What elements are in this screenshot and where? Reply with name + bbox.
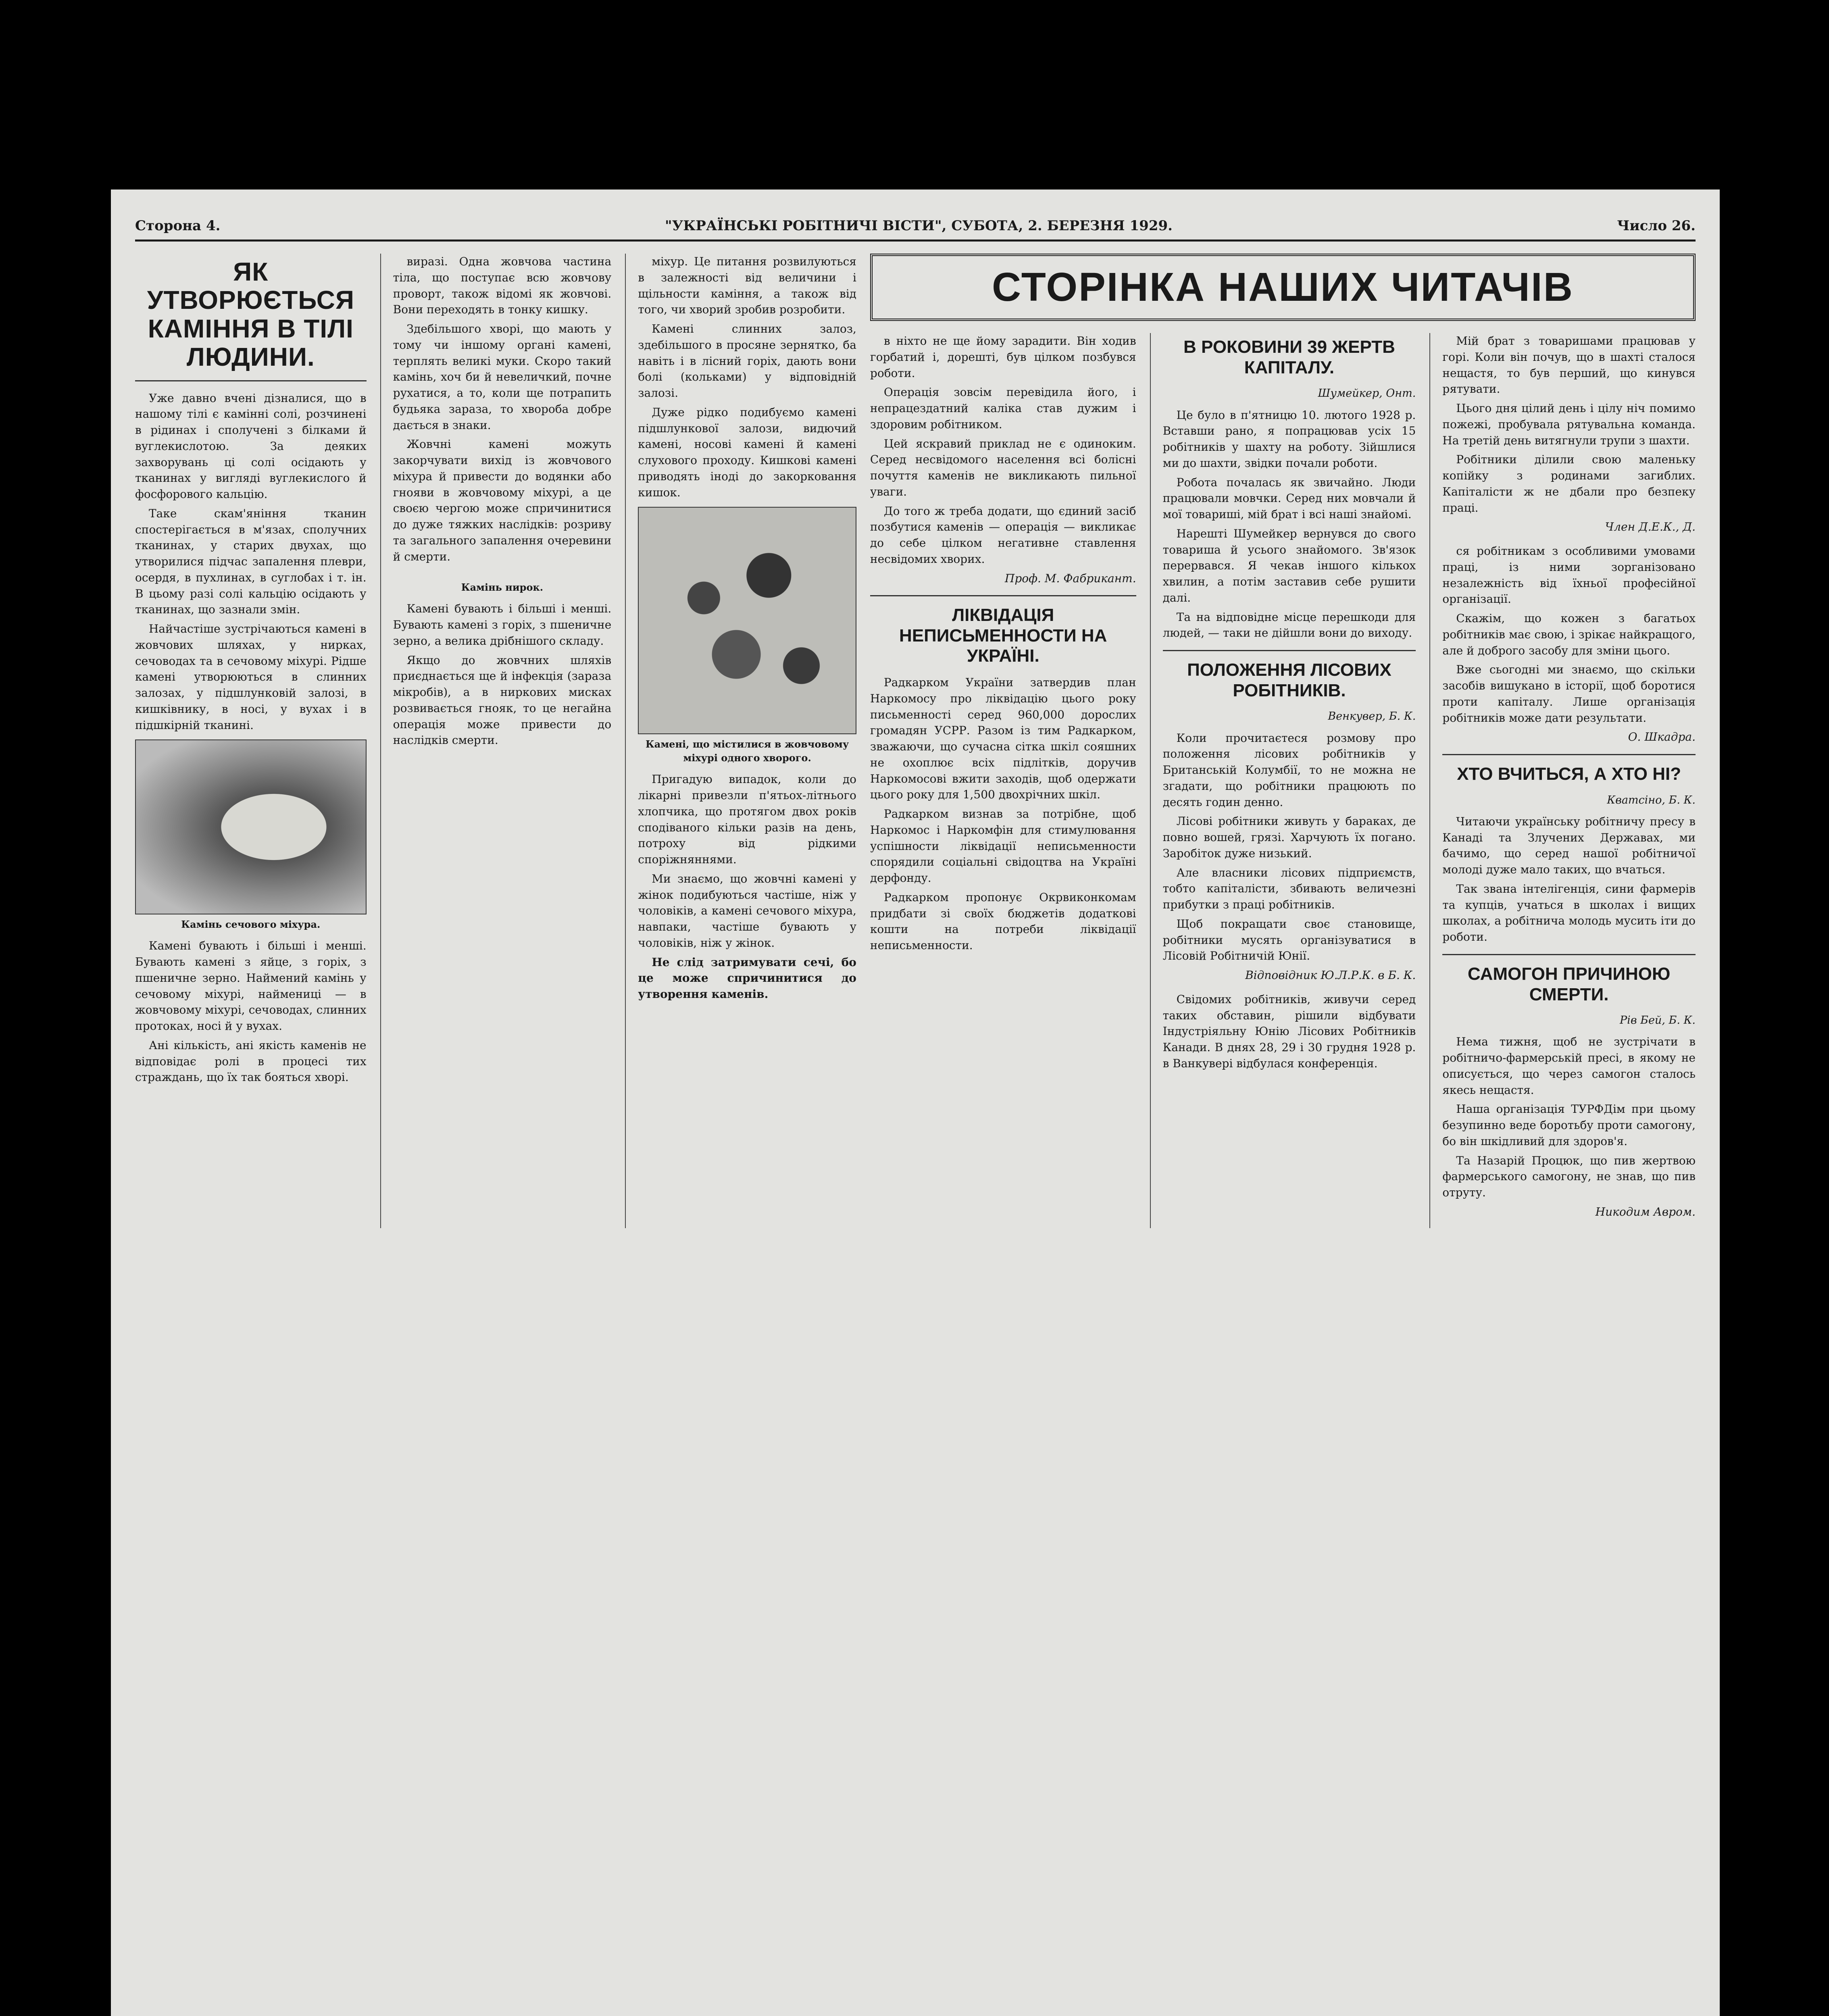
byline: Шумейкер, Онт. [1318, 387, 1416, 400]
paragraph: Вже сьогодні ми знаємо, що скільки засобів вишукано в історії, щоб боротися проти капіталу. Лише організація робітників може дати результати. [1442, 663, 1696, 725]
caption-gallstones: Камені, що містилися в жовчовому міхурі одного хворого. [645, 738, 849, 764]
caption-bladder: Камінь сечового міхура. [181, 918, 321, 931]
paragraph: Лісові робітники живуть у бараках, де повно вошей, грязі. Харчують їх погано. Заробіток дуже низький. [1162, 814, 1416, 860]
paragraph: в ніхто не ще йому зарадити. Він ходив горбатий і, дорешті, був цілком позбувся роботи. [870, 334, 1136, 380]
paragraph: Читаючи українську робітничу пресу в Канаді та Злучених Державах, ми бачимо, що серед нашої робітничої молоді дуже мало таких, що вчаться. [1442, 814, 1696, 877]
paragraph: Щоб покращати своє становище, робітники мусять організуватися в Лісовій Робітничій Юнії. [1162, 917, 1416, 963]
paragraph: Свідомих робітників, живучи серед таких обставин, рішили відбувати Індустріяльну Юнію Лісових Робітників Канади. В днях 28, 29 і 30 грудня 1928 р. в Ванкувері відбулася конференція. [1162, 992, 1416, 1070]
newspaper-title: "УКРАЇНСЬКІ РОБІТНИЧІ ВІСТИ", СУБОТА, 2. БЕРЕЗНЯ 1929. [665, 218, 1173, 234]
divider [1442, 954, 1696, 955]
paragraph: Коли прочитаєтеся розмову про положення лісових робітників у Британській Колумбії, то не можна не згадати, що робітники працюють по десять годин денно. [1162, 731, 1416, 809]
photo-captions [135, 918, 367, 931]
paragraph: Цього дня цілий день і цілу ніч помимо пожежі, пробувала рятувальна команда. На третій день витягнули трупи з шахти. [1442, 402, 1696, 447]
paragraph: Операція зовсім перевідила його, і непрацездатний каліка став дужим і здоровим робітником. [870, 385, 1136, 431]
column-1 [135, 254, 367, 1228]
paragraph: Радкарком визнав за потрібне, щоб Наркомос і Наркомфін для стимулювання успішности ліквідації неписьменности спорядили соціальні свідоцтва на Україні дерфонду. [870, 807, 1136, 885]
divider [135, 380, 367, 381]
issue-number: Число 26. [1617, 218, 1696, 234]
paragraph: виразі. Одна жовчова частина тіла, що поступає всю жовчову проворт, також відомі як жовчові. Вони переходять в тонку кишку. [393, 255, 612, 317]
paragraph: Уже давно вчені дізналися, що в нашому тілі є камінні солі, розчинені в рідинах і сполучені з білками й вуглекислотою. За деяких захворувань ці солі осідають у тканинах у вигляді вуглекислого й фосфорового кальцію. [135, 391, 367, 501]
paragraph: Цей яскравий приклад не є одиноким. Серед несвідомого населення всі болісні почуття каменів не викликають пильної уваги. [870, 437, 1136, 498]
paragraph: Нема тижня, щоб не зустрічати в робітничо-фармерській пресі, в якому не описується, що через самогон сталось якесь нещастя. [1442, 1035, 1696, 1097]
column-2 [380, 254, 612, 1228]
paragraph: Радкарком України затвердив план Наркомосу про ліквідацію цього року письменності серед 960,000 дорослих громадян УСРР. Разом із тим Радкарком, зважаючи, що сучасна сітка шкіл сояшних не охоплює всіх підлітків, доручив Наркомосові вжити заходів, щоб одержати цього року для 1,500 двохрічних шкіл. [870, 676, 1136, 802]
newspaper-page [111, 190, 1720, 2016]
divider [1163, 650, 1416, 651]
column-5 [1150, 333, 1416, 1228]
paragraph: Таке скам'яніння тканин спостерігається в м'язах, сполучних тканинах, у старих двухах, що утворилися підчас запалення плеври, осердя, в пухлинах, в суглобах і т. ін. В цьому разі солі кальцію осідають у тканинах, що зазнали змін. [135, 506, 367, 616]
byline: Кватсіно, Б. К. [1607, 793, 1696, 806]
paragraph: Камені слинних залоз, здебільшого в просяне зернятко, ба навіть і в лісний горіх, дають вони болі (кольками) у відповідній залозі. [638, 322, 856, 400]
paragraph: Камені бувають і більші і менші. Бувають камені з яйце, з горіх, з пшеничне зерно. Наймений камінь у сечовому міхурі, наймениці — в жовчовому міхурі, сечоводах, слинних протоках, носі й у вухах. [135, 939, 367, 1033]
paragraph: Камені бувають і більші і менші. Бувають камені з горіх, з пшеничне зерно, а велика дрібнішого складу. [393, 602, 612, 648]
byline: Рів Бей, Б. К. [1620, 1014, 1696, 1027]
paragraph: ся робітникам з особливими умовами праці, із ними зорганізовано незалежність від їхньої професійної організації. [1442, 544, 1696, 606]
paragraph: Це було в п'ятницю 10. лютого 1928 р. Вставши рано, я попрацював усіх 15 робітників у шахту на роботу. Зійшлися ми до шахти, звідки почали роботи. [1162, 408, 1416, 470]
signature-shkadra: О. Шкадра. [1628, 730, 1696, 744]
paragraph: Та Назарій Процюк, що пив жертвою фармерського самогону, не знав, що пив отруту. [1442, 1154, 1696, 1200]
paragraph: Пригадую випадок, коли до лікарні привезли п'ятьох-літнього хлопчика, що протягом двох років сподіваного кільки разів на день, потроху від рідкими споріжняннями. [638, 773, 856, 866]
paragraph: Так звана інтелігенція, сини фармерів та купців, учаться в школах і вищих школах, а робітнича молодь мусить іти до роботи. [1442, 882, 1696, 944]
paragraph: Якщо до жовчних шляхів приєднається ще й інфекція (зараза мікробів), а в ниркових мисках розвивається гнояк, то це негайна операція може привести до наслідків смерти. [393, 653, 612, 747]
paragraph: Ми знаємо, що жовчні камені у жінок подибуються частіше, ніж у чоловіків, а камені сечового міхура, навпаки, частіше бувають у чоловіків, ніж у жінок. [638, 872, 856, 950]
divider [870, 595, 1136, 596]
paragraph: Та на відповідне місце перешкоди для людей, — таки не дійшли вони до виходу. [1162, 610, 1416, 640]
headline-anniversary: В РОКОВИНИ 39 ЖЕРТВ КАПІТАЛУ. [1183, 337, 1395, 377]
signature-forest: Відповідник Ю.Л.Р.К. в Б. К. [1245, 968, 1416, 982]
paragraph: Скажім, що кожен з багатьох робітників має свою, і зрікає найкращого, але й доброго засобу для зміни цього. [1442, 612, 1696, 657]
photo-gallstones [638, 507, 856, 734]
paragraph: Наша організація ТУРФДім при цьому безупинно веде боротьбу проти самогону, бо він шкідливий для здоров'я. [1442, 1102, 1696, 1148]
headline-moonshine: САМОГОН ПРИЧИНОЮ СМЕРТИ. [1467, 964, 1671, 1004]
column-6 [1429, 333, 1696, 1228]
headline-who-learns: ХТО ВЧИТЬСЯ, А ХТО НІ? [1457, 764, 1681, 784]
paragraph: До того ж треба додати, що єдиний засіб позбутися каменів — операція — викликає до себе цілком негативне ставлення несвідомих хворих. [870, 504, 1136, 566]
column-4 [870, 333, 1136, 1228]
paragraph: Робітники ділили свою маленьку копійку з родинами загиблих. Капіталісти ж не дбали про безпеку праці. [1442, 453, 1696, 514]
paragraph: Мій брат з товаришами працював у горі. Коли він почув, що в шахті сталося нещастя, то був перший, що кинувся рятувати. [1442, 334, 1696, 396]
paragraph: міхур. Це питання розвилуються в залежності від величини і щільности каміння, а також від того, чи хворий зробив розробити. [638, 255, 856, 317]
caption-kidney: Камінь нирок. [461, 581, 544, 594]
columns [135, 254, 1696, 1228]
paragraph: Радкарком пропонує Окрвиконкомам придбати зі своїх бюджетів додаткові кошти на потреби ліквідації неписьменности. [870, 890, 1136, 952]
paragraph: Жовчні камені можуть закорчувати вихід із жовчового міхура й привести до водянки або гнояви в жовчовому міхурі, а це своєю чергою може спричинитися до дуже тяжких наслідків: розриву та загального запалення очеревини й смерти. [393, 437, 612, 563]
byline: Венкувер, Б. К. [1328, 710, 1416, 723]
signature-dek: Член Д.Е.К., Д. [1605, 520, 1696, 534]
paragraph: Але власники лісових підприємств, тобто капіталісти, збивають величезні прибутки з праці робітників. [1162, 866, 1416, 912]
photo-captions-2 [393, 581, 612, 594]
paragraph: Найчастіше зустрічаються камені в жовчових шляхах, у нирках, сечоводах та в сечовому міхурі. Рідше камені утворюються в слинних залозах, у підшлунковій залозі, в кишківнику, в носі, у вухах і в підшкірній тканині. [135, 622, 367, 732]
paragraph: Здебільшого хворі, що мають у тому чи іншому органі камені, терплять великі муки. Скоро такий камінь, хоч би й невеличкий, почне рухатися, а то, коли ще потрапить будьяка зараза, то хвороба добре дається в знаки. [393, 322, 612, 432]
headline-literacy: ЛІКВІДАЦІЯ НЕПИСЬМЕННОСТИ НА УКРАЇНІ. [899, 605, 1107, 666]
section-banner: СТОРІНКА НАШИХ ЧИТАЧІВ [870, 254, 1696, 321]
masthead [135, 218, 1696, 242]
signature-fabrykant: Проф. М. Фабрикант. [1004, 571, 1136, 585]
paragraph: Нарешті Шумейкер вернувся до свого товариша й усього знайомого. Зв'язок перервався. Я чекав іншого кількох хвилин, а потім заставив себе рушити далі. [1162, 527, 1416, 604]
divider [1442, 754, 1696, 755]
headline-stones: ЯК УТВОРЮЄТЬСЯ КАМІННЯ В ТІЛІ ЛЮДИНИ. [147, 257, 354, 372]
column-3 [625, 254, 856, 1228]
headline-forest: ПОЛОЖЕННЯ ЛІСОВИХ РОБІТНИКІВ. [1187, 660, 1392, 700]
paragraph: Дуже рідко подибуємо камені підшлункової залози, видючий камені, носові камені й камені слухового проходу. Кишкові камені приводять іноді до закорковання кишок. [638, 405, 856, 499]
page-number: Сторона 4. [135, 218, 221, 234]
paragraph: Робота почалась як звичайно. Люди працювали мовчки. Серед них мовчали й мої товариші, мій брат і всі наші знайомі. [1162, 475, 1416, 521]
paragraph: Ані кількість, ані якість каменів не відповідає ролі в процесі тих страждань, що їх так бояться хворі. [135, 1038, 367, 1084]
photo-bladder-stone [135, 739, 367, 914]
signature-avrom: Никодим Авром. [1595, 1205, 1696, 1218]
paragraph: Не слід затримувати сечі, бо це може спричинитися до утворення каменів. [638, 955, 856, 1001]
